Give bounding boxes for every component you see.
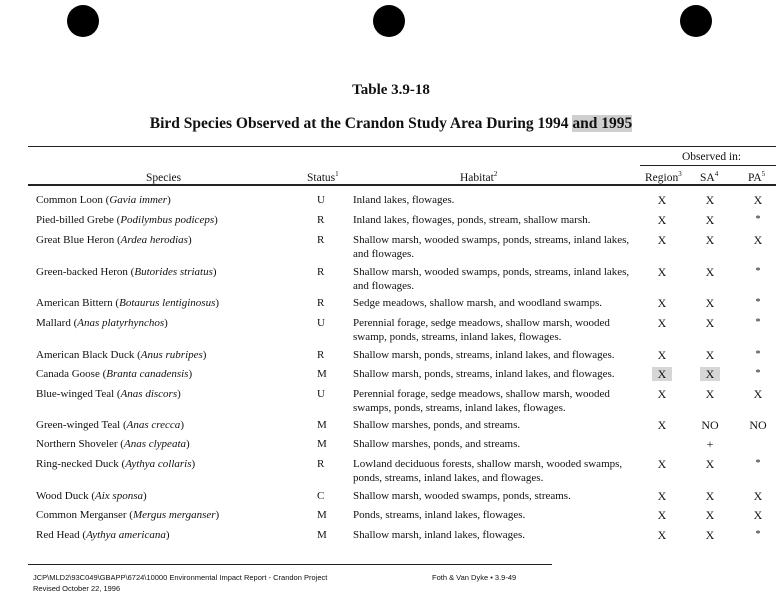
status-code: U: [317, 317, 325, 329]
status-code: U: [317, 194, 325, 206]
region-mark: X: [657, 457, 667, 471]
region-mark: X: [657, 348, 667, 362]
habitat-text: Inland lakes, flowages, ponds, stream, shallow marsh.: [353, 214, 591, 226]
species-name: American Bittern (Botaurus lentiginosus): [36, 297, 220, 309]
pa-mark: *: [755, 317, 761, 328]
header-status: Status$^1$: [307, 170, 339, 184]
habitat-text: Shallow marsh, ponds, streams, inland lakes, and flowages.: [353, 349, 615, 361]
habitat-text: Shallow marsh, inland lakes, flowages.: [353, 529, 525, 541]
habitat-text: Shallow marsh, wooded swamps, ponds, streams, inland lakes, and flowages.: [353, 234, 630, 260]
binder-hole: [67, 5, 99, 37]
species-name: Blue-winged Teal (Anas discors): [36, 388, 181, 400]
region-mark: X: [657, 489, 667, 503]
sa-mark: +: [706, 437, 714, 451]
sa-mark: X: [705, 296, 715, 310]
footer-rule: [28, 564, 552, 565]
region-mark: X: [657, 193, 667, 207]
status-code: R: [317, 297, 325, 309]
pa-mark: X: [753, 193, 763, 207]
status-code: R: [317, 349, 325, 361]
species-name: Great Blue Heron (Ardea herodias): [36, 234, 192, 246]
sa-mark: X: [705, 457, 715, 471]
title-highlight: and 1995: [572, 115, 633, 132]
species-name: Mallard (Anas platyrhynchos): [36, 317, 168, 329]
habitat-text: Sedge meadows, shallow marsh, and woodland swamps.: [353, 297, 602, 309]
header-observed-in: Observed in:: [682, 151, 742, 163]
habitat-text: Lowland deciduous forests, shallow marsh, wooded swamps, ponds, streams, inland lakes, and flowages.: [353, 458, 623, 484]
pa-mark: *: [755, 349, 761, 360]
region-mark: X: [657, 508, 667, 522]
status-code: C: [317, 490, 325, 502]
region-mark: X: [657, 528, 667, 542]
species-name: American Black Duck (Anus rubripes): [36, 349, 207, 361]
habitat-text: Inland lakes, flowages.: [353, 194, 455, 206]
header-species: Species: [146, 172, 182, 184]
table-number: Table 3.9-18: [352, 82, 430, 98]
region-mark: X: [657, 387, 667, 401]
species-name: Northern Shoveler (Anas clypeata): [36, 438, 190, 450]
sa-mark: X: [705, 387, 715, 401]
species-name: Common Merganser (Mergus merganser): [36, 509, 220, 521]
pa-mark: *: [755, 266, 761, 277]
header-sa: $SA^4$: [700, 170, 719, 184]
species-name: Wood Duck (Aix sponsa): [36, 490, 147, 502]
status-code: M: [317, 509, 327, 521]
header-top-rule: [28, 146, 776, 147]
habitat-text: Shallow marsh, ponds, streams, inland lakes, and flowages.: [353, 368, 615, 380]
habitat-text: Shallow marshes, ponds, and streams.: [353, 419, 521, 431]
pa-mark: *: [755, 368, 761, 379]
sa-mark: X: [705, 316, 715, 330]
sa-mark: NO: [701, 418, 719, 432]
binder-hole: [680, 5, 712, 37]
status-code: R: [317, 214, 325, 226]
region-mark: X: [657, 265, 667, 279]
status-code: M: [317, 419, 327, 431]
habitat-text: Shallow marsh, wooded swamps, ponds, streams.: [353, 490, 571, 502]
footer-path: JCP\MLD2\93C049\GBAPP\6724\10000 Environmental Impact Report - Crandon Project: [33, 573, 328, 582]
observed-in-rule: [640, 165, 776, 166]
region-mark: X: [657, 316, 667, 330]
sa-mark: X: [705, 528, 715, 542]
region-mark: X: [657, 296, 667, 310]
pa-mark: *: [755, 297, 761, 308]
footer-revised: Revised October 22, 1996: [33, 584, 121, 593]
status-code: R: [317, 266, 325, 278]
table-title: [0, 115, 782, 133]
habitat-text: Shallow marshes, ponds, and streams.: [353, 438, 521, 450]
pa-mark: *: [755, 458, 761, 469]
status-code: R: [317, 458, 325, 470]
region-mark: X: [657, 418, 667, 432]
region-mark: X: [657, 233, 667, 247]
sa-mark: X: [705, 233, 715, 247]
title-main: Bird Species Observed at the Crandon Study Area During 1994: [149, 115, 573, 132]
binder-hole: [373, 5, 405, 37]
sa-mark: X: [705, 508, 715, 522]
status-code: M: [317, 529, 327, 541]
pa-mark: X: [753, 387, 763, 401]
sa-mark: X: [705, 265, 715, 279]
pa-mark: *: [755, 529, 761, 540]
region-mark: X: [657, 213, 667, 227]
species-name: Canada Goose (Branta canadensis): [36, 368, 193, 380]
header-habitat: Habitat$^2$: [460, 170, 498, 184]
footer-page: Foth & Van Dyke • 3.9-49: [432, 573, 517, 582]
species-name: Ring-necked Duck (Aythya collaris): [36, 458, 196, 470]
pa-mark: NO: [749, 418, 767, 432]
habitat-text: Perennial forage, sedge meadows, shallow marsh, wooded swamps, ponds, streams, inland lakes, flowages.: [353, 388, 610, 414]
pa-mark: X: [753, 233, 763, 247]
pa-mark: X: [753, 489, 763, 503]
status-code: M: [317, 438, 327, 450]
sa-mark: X: [705, 193, 715, 207]
species-name: Pied-billed Grebe (Podilymbus podiceps): [36, 214, 218, 226]
header-pa: $PA^5$: [748, 170, 766, 184]
habitat-text: Ponds, streams, inland lakes, flowages.: [353, 509, 526, 521]
species-name: Green-backed Heron (Butorides striatus): [36, 266, 217, 278]
sa-mark: X: [705, 489, 715, 503]
species-name: Common Loon (Gavia immer): [36, 194, 171, 206]
species-name: Red Head (Aythya americana): [36, 529, 170, 541]
status-code: R: [317, 234, 325, 246]
status-code: U: [317, 388, 325, 400]
status-code: M: [317, 368, 327, 380]
sa-mark: X: [705, 348, 715, 362]
pa-mark: X: [753, 508, 763, 522]
habitat-text: Shallow marsh, wooded swamps, ponds, streams, inland lakes, and flowages.: [353, 266, 630, 292]
habitat-text: Perennial forage, sedge meadows, shallow marsh, wooded swamp, ponds, streams, inland lakes, flowages.: [353, 317, 610, 343]
header-region: Region$^3$: [645, 170, 682, 184]
sa-mark: X: [700, 367, 720, 381]
pa-mark: *: [755, 214, 761, 225]
sa-mark: X: [705, 213, 715, 227]
species-name: Green-winged Teal (Anas crecca): [36, 419, 184, 431]
region-mark: X: [652, 367, 672, 381]
